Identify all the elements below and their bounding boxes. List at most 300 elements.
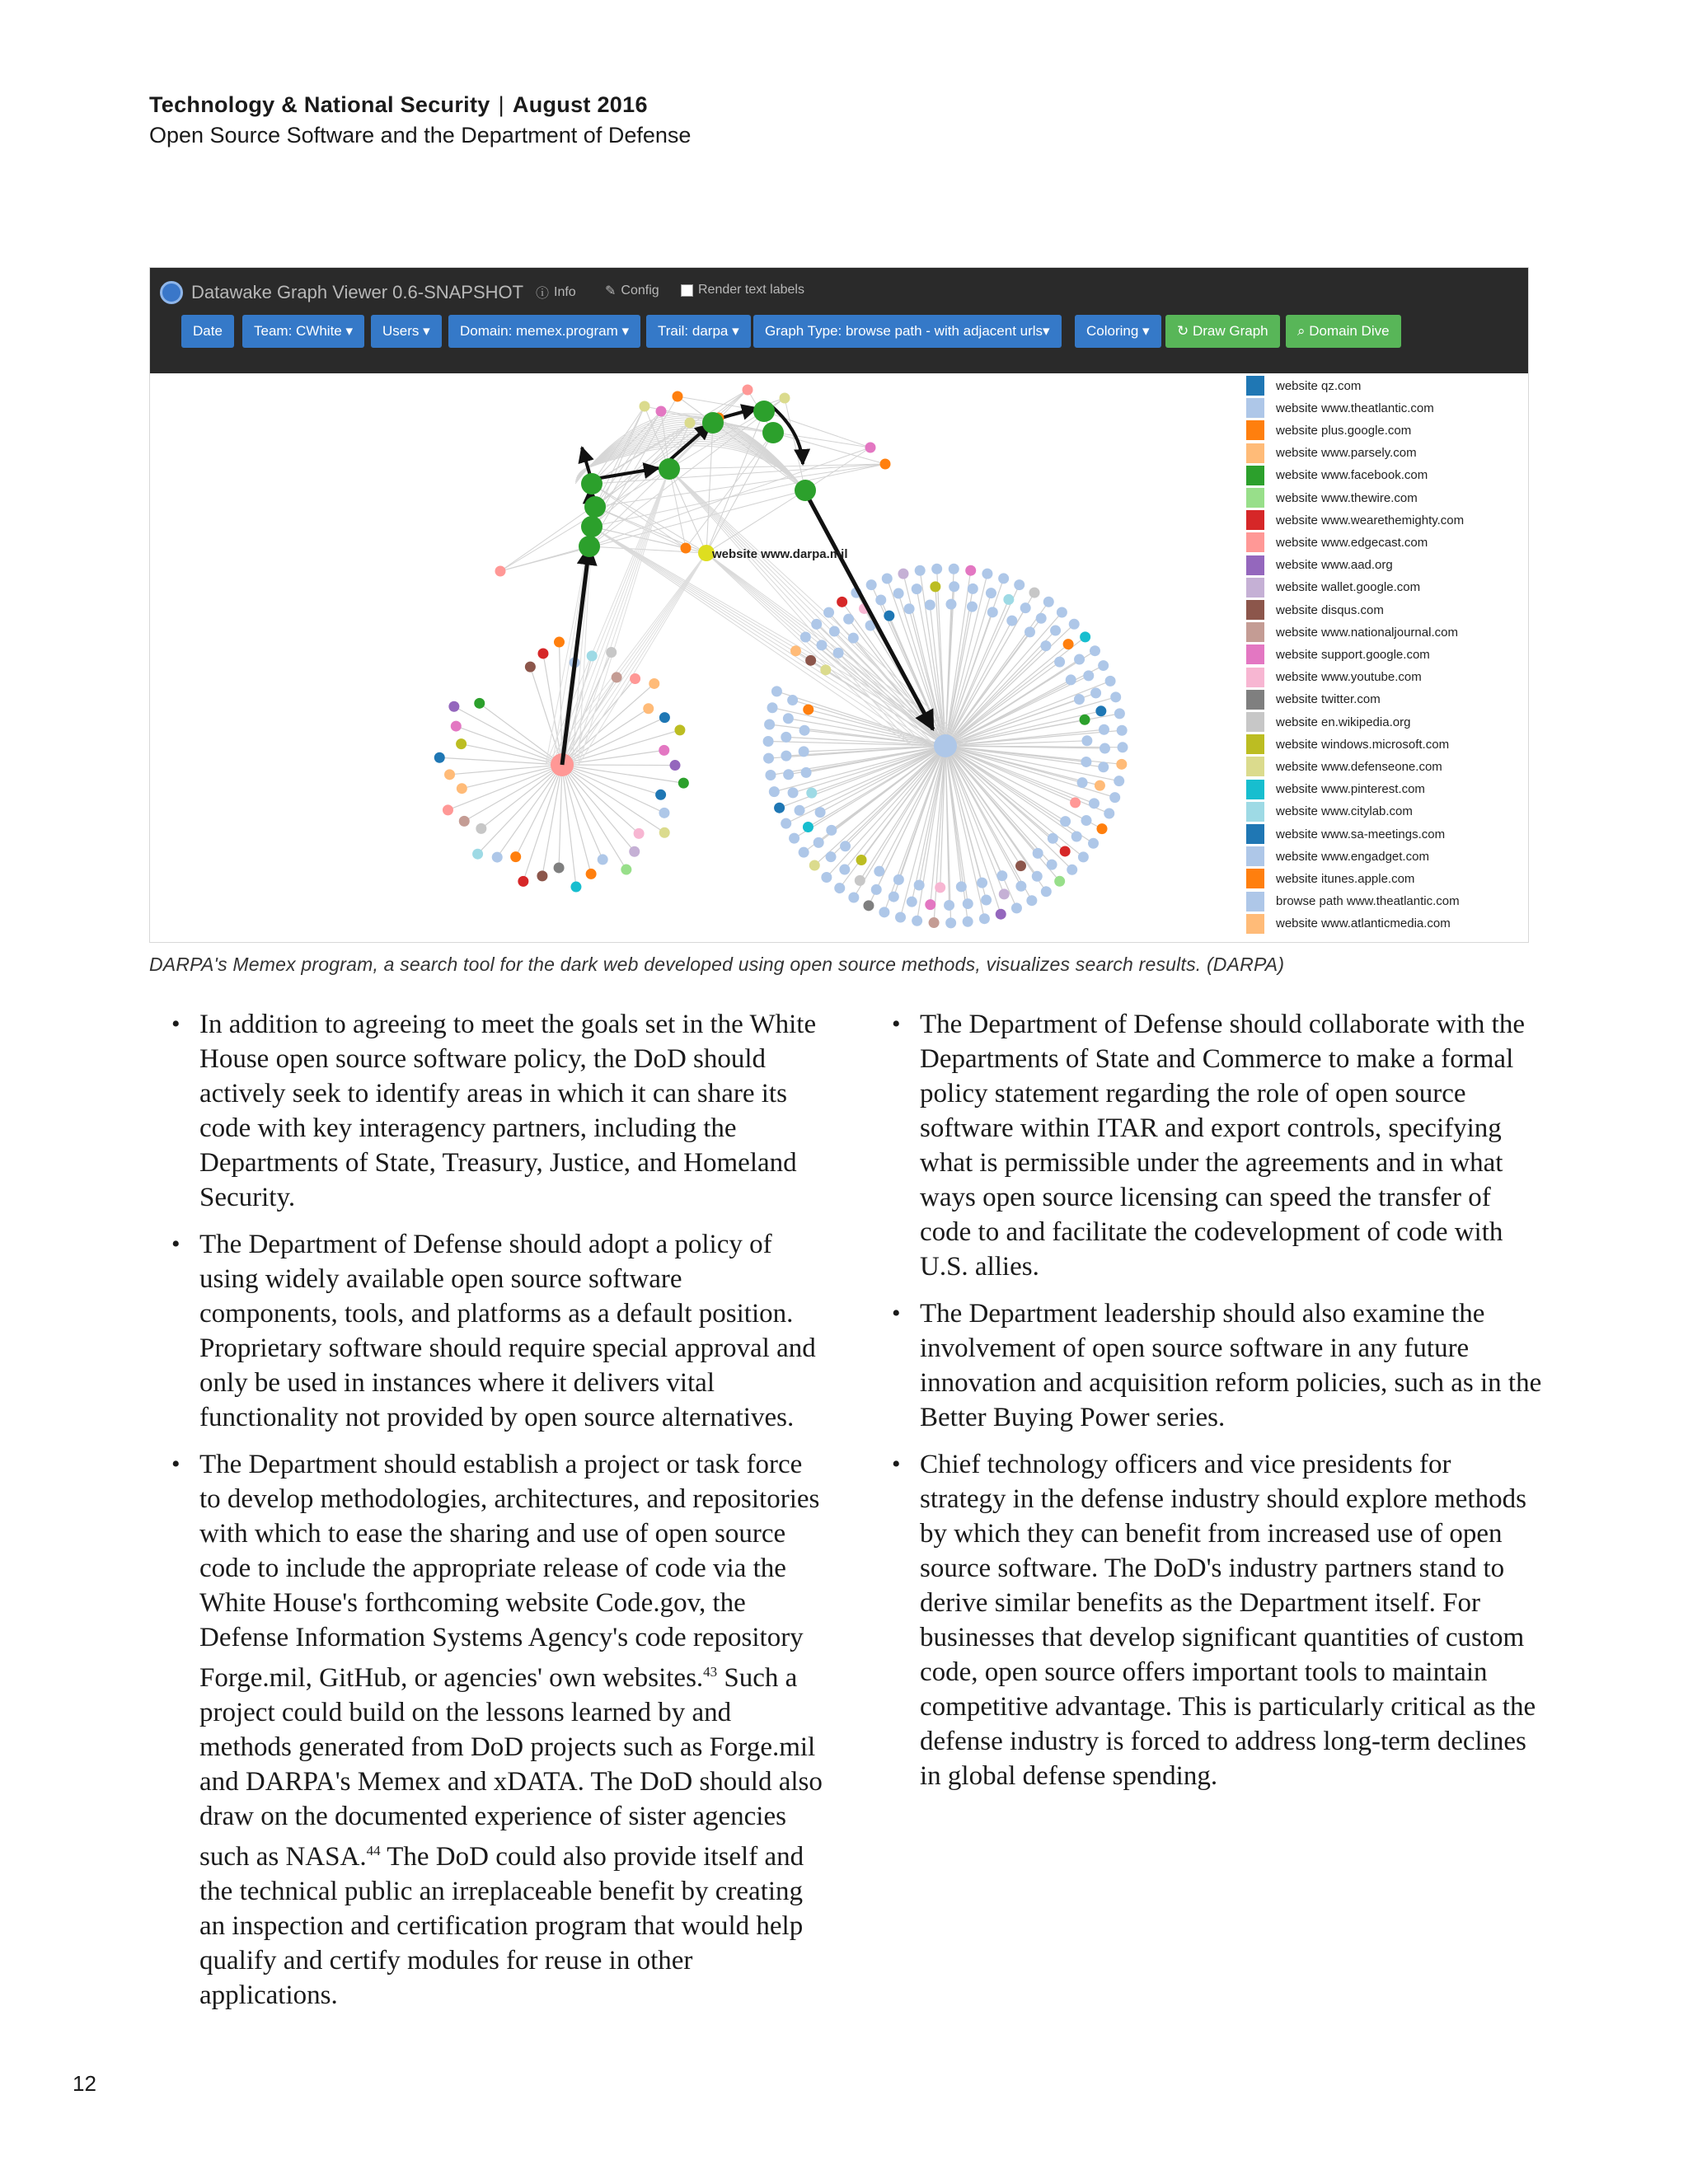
date-button[interactable]: Date [181, 315, 234, 348]
graph-node[interactable] [1063, 639, 1074, 649]
legend-label: website www.parsely.com [1276, 446, 1417, 461]
pencil-icon: ✎ [605, 284, 617, 298]
graph-node[interactable] [893, 874, 904, 885]
path-node[interactable] [579, 536, 600, 557]
graph-node[interactable] [856, 855, 867, 865]
graph-node[interactable] [815, 807, 826, 818]
graph-node[interactable] [1090, 645, 1100, 656]
graph-node[interactable] [882, 573, 893, 583]
graph-node[interactable] [781, 818, 791, 829]
path-node[interactable] [581, 516, 603, 537]
graph-node[interactable] [1069, 619, 1080, 630]
graph-node[interactable] [799, 847, 809, 858]
graph-node[interactable] [769, 786, 780, 797]
graph-node[interactable] [780, 393, 790, 404]
graph-edge [669, 469, 686, 548]
graph-node[interactable] [763, 736, 774, 747]
graph-edge [945, 621, 1012, 746]
graph-node[interactable] [1041, 886, 1052, 897]
hub-node[interactable] [934, 734, 957, 757]
path-node[interactable] [584, 496, 606, 518]
graph-node[interactable] [935, 882, 945, 893]
legend-swatch [1246, 644, 1264, 664]
legend-swatch [1246, 532, 1264, 552]
graph-node[interactable] [865, 443, 876, 453]
graph-node[interactable] [451, 721, 462, 732]
graph-node[interactable] [1040, 640, 1051, 651]
graph-node[interactable] [1080, 715, 1090, 725]
graph-node[interactable] [1114, 776, 1124, 786]
graph-node[interactable] [659, 745, 669, 756]
graph-node[interactable] [806, 788, 817, 799]
info-label: Info [554, 284, 576, 299]
graph-node[interactable] [884, 611, 894, 621]
legend-label: website www.facebook.com [1276, 468, 1428, 483]
path-node[interactable] [753, 401, 775, 422]
graph-node[interactable] [1117, 725, 1128, 736]
legend-swatch [1246, 398, 1264, 418]
legend-item [1246, 823, 1445, 845]
graph-node[interactable] [996, 909, 1006, 920]
graph-node[interactable] [837, 597, 847, 607]
running-header [149, 92, 691, 148]
graph-node[interactable] [763, 753, 774, 764]
users-dropdown[interactable]: Users ▾ [371, 315, 442, 348]
graph-node[interactable] [898, 569, 908, 579]
graph-node[interactable] [554, 862, 565, 873]
graph-node[interactable] [912, 583, 922, 594]
graph-node[interactable] [834, 883, 845, 893]
graph-node[interactable] [799, 746, 809, 757]
graph-node[interactable] [805, 655, 816, 666]
legend-swatch [1246, 510, 1264, 530]
graph-node[interactable] [893, 588, 904, 599]
graph-node[interactable] [929, 917, 940, 928]
graph-node[interactable] [996, 870, 1007, 881]
legend-swatch [1246, 757, 1264, 776]
graph-node[interactable] [866, 579, 877, 590]
graph-node[interactable] [1098, 762, 1109, 772]
graph-node[interactable] [931, 564, 942, 574]
legend-swatch [1246, 376, 1264, 396]
graph-node[interactable] [655, 790, 666, 800]
graph-node[interactable] [630, 673, 640, 684]
graph-node[interactable] [829, 626, 840, 637]
graph-node[interactable] [823, 607, 834, 618]
graph-node[interactable] [875, 595, 886, 606]
graph-node[interactable] [889, 892, 899, 902]
graph-node[interactable] [764, 719, 775, 729]
graph-node[interactable] [1083, 670, 1094, 681]
graph-node[interactable] [587, 650, 598, 661]
path-node[interactable] [659, 458, 680, 480]
graph-node[interactable] [826, 825, 837, 836]
graph-node[interactable] [643, 703, 654, 714]
legend-item [1246, 913, 1451, 935]
graph-node[interactable] [925, 899, 935, 910]
legend-item [1246, 419, 1411, 441]
darpa-node-text: website www.darpa.mil [712, 547, 848, 561]
graph-node[interactable] [1015, 881, 1026, 892]
graph-edge [562, 765, 661, 794]
legend-item [1246, 733, 1449, 755]
graph-node[interactable] [956, 881, 967, 892]
graph-node[interactable] [925, 600, 935, 611]
graph-node[interactable] [998, 573, 1009, 583]
graph-node[interactable] [999, 888, 1010, 899]
graph-node[interactable] [1080, 631, 1090, 642]
app-logo-icon [160, 281, 183, 304]
graph-node[interactable] [1057, 607, 1067, 618]
graph-node[interactable] [767, 702, 778, 713]
graph-node[interactable] [1074, 654, 1085, 665]
legend-swatch [1246, 869, 1264, 888]
legend-item [1246, 846, 1429, 867]
graph-node[interactable] [907, 897, 917, 907]
graph-node[interactable] [1104, 808, 1114, 818]
graph-node[interactable] [1070, 797, 1081, 808]
graph-node[interactable] [843, 614, 854, 625]
legend-swatch [1246, 824, 1264, 844]
graph-node[interactable] [525, 662, 536, 673]
graph-node[interactable] [1095, 705, 1106, 716]
graph-node[interactable] [790, 645, 801, 656]
graph-node[interactable] [914, 880, 925, 891]
legend-label: website www.wearethemighty.com [1276, 513, 1465, 527]
graph-node[interactable] [949, 564, 959, 574]
graph-edge [945, 746, 1115, 798]
graph-node[interactable] [510, 851, 521, 862]
path-node[interactable] [795, 480, 816, 501]
header-separator: | [498, 92, 504, 117]
bullet-marker: • [171, 1010, 181, 1038]
graph-node[interactable] [656, 406, 667, 417]
graph-node[interactable] [1090, 687, 1101, 698]
graph-node[interactable] [674, 724, 685, 735]
graph-node[interactable] [659, 827, 670, 838]
figure-screenshot [149, 267, 1529, 943]
graph-node[interactable] [795, 805, 805, 816]
graph-node[interactable] [634, 828, 645, 839]
graph-node[interactable] [774, 803, 785, 813]
graph-node[interactable] [1054, 876, 1065, 887]
legend-swatch [1246, 780, 1264, 799]
render-labels-toggle[interactable] [681, 283, 804, 298]
coloring-dropdown[interactable]: Coloring ▾ [1075, 315, 1161, 348]
graph-node[interactable] [629, 846, 640, 857]
graph-node[interactable] [673, 391, 683, 402]
graph-edge [706, 553, 959, 746]
graph-node[interactable] [1006, 616, 1017, 626]
graph-node[interactable] [1088, 838, 1099, 849]
graph-node[interactable] [904, 603, 915, 614]
color-legend [1246, 373, 1526, 942]
graph-node[interactable] [1110, 691, 1121, 702]
graph-node[interactable] [801, 767, 812, 778]
graph-node[interactable] [1105, 676, 1116, 687]
graph-node[interactable] [820, 664, 831, 675]
graph-node[interactable] [554, 637, 565, 648]
graph-node[interactable] [1081, 757, 1091, 767]
graph-node[interactable] [1060, 846, 1071, 856]
graph-node[interactable] [492, 852, 503, 863]
graph-node[interactable] [977, 878, 987, 888]
graph-node[interactable] [1054, 657, 1065, 668]
graph-node[interactable] [809, 860, 820, 871]
graph-node[interactable] [765, 770, 776, 780]
graph-node[interactable] [1114, 708, 1125, 719]
legend-label: website twitter.com [1276, 692, 1381, 707]
graph-node[interactable] [874, 866, 884, 877]
graph-node[interactable] [1089, 798, 1100, 808]
graph-node[interactable] [606, 647, 617, 658]
graph-node[interactable] [1078, 851, 1089, 862]
graph-node[interactable] [944, 900, 954, 911]
graph-node[interactable] [771, 686, 782, 696]
graph-node[interactable] [685, 418, 696, 429]
graph-node[interactable] [783, 713, 794, 724]
graph-node[interactable] [678, 778, 689, 789]
path-node[interactable] [581, 473, 603, 494]
graph-edge [832, 746, 945, 830]
graph-node[interactable] [1026, 895, 1037, 906]
graph-node[interactable] [821, 872, 832, 883]
graph-node[interactable] [814, 837, 824, 848]
graph-node[interactable] [495, 566, 506, 577]
graph-node[interactable] [945, 599, 956, 610]
graph-node[interactable] [895, 912, 906, 922]
graph-node[interactable] [457, 783, 467, 794]
graph-node[interactable] [1117, 742, 1128, 752]
graph-node[interactable] [472, 849, 483, 860]
graph-node[interactable] [1003, 594, 1014, 605]
graph-node[interactable] [800, 631, 811, 642]
graph-node[interactable] [659, 712, 670, 723]
graph-node[interactable] [476, 823, 486, 834]
graph-node[interactable] [1109, 792, 1120, 803]
legend-label: website support.google.com [1276, 647, 1430, 662]
graph-node[interactable] [871, 884, 882, 895]
graph-node[interactable] [1050, 625, 1061, 635]
legend-item [1246, 868, 1414, 889]
graph-node[interactable] [833, 648, 844, 658]
graph-node[interactable] [537, 648, 548, 658]
graph-edge [562, 765, 683, 783]
footnote-ref[interactable]: 44 [366, 1843, 381, 1858]
legend-label: website qz.com [1276, 378, 1362, 393]
graph-edge [945, 746, 1083, 857]
graph-node[interactable] [1095, 780, 1105, 791]
graph-node[interactable] [1071, 832, 1082, 842]
graph-node[interactable] [1067, 865, 1077, 875]
graph-node[interactable] [848, 893, 859, 903]
graph-node[interactable] [1033, 848, 1043, 859]
graph-node[interactable] [1077, 777, 1088, 788]
draw-graph-button[interactable] [1165, 315, 1280, 348]
graph-node[interactable] [1066, 674, 1076, 685]
info-icon: ⓘ [536, 287, 550, 301]
search-icon: ⌕ [1297, 323, 1310, 339]
footnote-ref[interactable]: 43 [703, 1664, 718, 1680]
graph-node[interactable] [855, 875, 865, 886]
graph-node[interactable] [803, 704, 814, 715]
graph-node[interactable] [1015, 860, 1026, 871]
legend-item [1246, 555, 1393, 576]
legend-label: website en.wikipedia.org [1276, 715, 1411, 729]
graph-node[interactable] [456, 738, 467, 749]
graph-node[interactable] [586, 869, 597, 879]
graph-node[interactable] [570, 882, 581, 893]
graph-node[interactable] [640, 401, 650, 412]
graph-node[interactable] [986, 588, 996, 598]
graph-node[interactable] [839, 865, 850, 875]
graph-edge [478, 765, 562, 854]
graph-node[interactable] [863, 900, 874, 911]
graph-node[interactable] [1025, 626, 1035, 637]
legend-label: website wallet.google.com [1276, 580, 1421, 595]
graph-node[interactable] [1043, 597, 1054, 607]
config-link[interactable] [605, 283, 659, 299]
graph-node[interactable] [816, 640, 827, 650]
legend-label: website www.pinterest.com [1276, 782, 1425, 797]
trail-dropdown[interactable]: Trail: darpa ▾ [646, 315, 751, 348]
render-labels-checkbox[interactable] [681, 284, 693, 297]
graph-node[interactable] [879, 907, 889, 917]
graph-node[interactable] [930, 581, 940, 592]
graph-node[interactable] [979, 913, 990, 924]
graph-edge [562, 765, 635, 851]
graph-node[interactable] [963, 916, 973, 927]
legend-item [1246, 644, 1430, 665]
graph-node[interactable] [963, 898, 973, 909]
path-node[interactable] [762, 422, 784, 443]
graph-edge [772, 708, 945, 746]
graph-node[interactable] [1081, 735, 1092, 746]
graph-node[interactable] [681, 543, 692, 554]
graph-node[interactable] [949, 581, 959, 592]
graph-node[interactable] [880, 459, 891, 470]
graph-node[interactable] [803, 822, 814, 832]
graph-node[interactable] [982, 569, 992, 579]
graph-node[interactable] [1100, 743, 1110, 754]
graph-node[interactable] [1032, 871, 1043, 882]
graph-node[interactable] [987, 607, 998, 617]
graph-node[interactable] [1047, 860, 1057, 870]
graph-edge [562, 765, 626, 869]
legend-label: website www.citylab.com [1276, 804, 1413, 819]
graph-node[interactable] [1116, 759, 1127, 770]
graph-node[interactable] [1098, 660, 1109, 671]
graph-node[interactable] [1036, 613, 1047, 624]
legend-item [1246, 532, 1428, 553]
graph-node[interactable] [965, 565, 976, 576]
graph-node[interactable] [518, 876, 528, 887]
path-node[interactable] [702, 412, 724, 434]
left-column [171, 1007, 823, 2025]
team-dropdown[interactable]: Team: CWhite ▾ [242, 315, 364, 348]
graph-node[interactable] [840, 841, 851, 851]
app-toolbar [150, 268, 1528, 373]
graph-node[interactable] [826, 851, 837, 862]
legend-label: website www.nationaljournal.com [1276, 625, 1458, 640]
recommendation-text: The Department should establish a project or task force to develop methodologies, architectures, and repositories with which to ease the sharing and use of open source code to include the appropriate release of code via the White House's forthcoming website Code.gov, the Defense Information Systems Agency's code repository Forge.mil, GitHub, or agencies' own websites. [199, 1450, 820, 1693]
graph-node[interactable] [443, 804, 453, 815]
legend-item [1246, 667, 1422, 688]
draw-icon: ↻ [1177, 323, 1193, 339]
graph-node[interactable] [789, 833, 799, 844]
graph-node[interactable] [1081, 815, 1092, 826]
graph-node[interactable] [799, 725, 810, 736]
graph-node[interactable] [459, 816, 470, 827]
graph-node[interactable] [612, 672, 622, 682]
legend-swatch [1246, 712, 1264, 732]
graph-node[interactable] [434, 752, 445, 763]
info-link[interactable] [536, 283, 576, 302]
legend-item [1246, 509, 1464, 531]
graph-node[interactable] [1074, 694, 1085, 705]
graph-node[interactable] [967, 602, 978, 612]
graph-node[interactable] [1060, 816, 1071, 827]
graph-edge [706, 553, 912, 746]
graph-node[interactable] [981, 895, 992, 906]
legend-swatch [1246, 668, 1264, 687]
graph-node[interactable] [659, 808, 669, 818]
graph-node[interactable] [783, 769, 794, 780]
recommendation-item [892, 1007, 1543, 1284]
domain-dropdown[interactable]: Domain: memex.program ▾ [448, 315, 640, 348]
legend-swatch [1246, 488, 1264, 508]
recommendation-text: In addition to agreeing to meet the goals set in the White House open source software policy, the DoD should actively seek to identify areas in which it can share its code with key interagency partners, including the Departments of State, Treasury, Justice, and Homeland Security. [199, 1010, 817, 1212]
legend-label: website itunes.apple.com [1276, 871, 1415, 886]
graph-node[interactable] [669, 760, 680, 771]
graph-node[interactable] [788, 787, 799, 798]
graph-node[interactable] [811, 619, 822, 630]
legend-item [1246, 756, 1442, 777]
graph-node[interactable] [537, 870, 547, 881]
graph-node[interactable] [598, 854, 608, 865]
domain-dive-button[interactable] [1286, 315, 1401, 348]
graph-type-dropdown[interactable]: Graph Type: browse path - with adjacent urls▾ [753, 315, 1062, 348]
legend-swatch [1246, 443, 1264, 463]
graph-node[interactable] [781, 751, 791, 762]
graph-node[interactable] [912, 916, 922, 926]
graph-node[interactable] [915, 565, 926, 576]
graph-node[interactable] [1014, 579, 1025, 590]
graph-node[interactable] [1099, 724, 1109, 735]
graph-node[interactable] [848, 633, 859, 644]
graph-node[interactable] [945, 917, 956, 928]
graph-node[interactable] [1020, 602, 1031, 613]
app-title-area [160, 279, 523, 306]
header-subtitle: Open Source Software and the Department of Defense [149, 123, 692, 148]
graph-node[interactable] [649, 678, 659, 689]
graph-node[interactable] [1097, 823, 1108, 834]
graph-node[interactable] [1011, 902, 1022, 913]
graph-node[interactable] [474, 698, 485, 709]
graph-node[interactable] [621, 865, 631, 875]
graph-node[interactable] [743, 385, 753, 396]
graph-node[interactable] [1048, 833, 1058, 844]
graph-node[interactable] [1029, 588, 1039, 598]
figure-caption: DARPA's Memex program, a search tool for the dark web developed using open source methods, visualizes search results. (DARPA) [149, 954, 1285, 975]
graph-node[interactable] [781, 732, 791, 743]
recommendation-text: Such a project could build on the lessons learned by and methods generated from DoD projects such as Forge.mil and DARPA's Memex and xDATA. The DoD should also draw on the documented experience of sister agencies such as NASA. [199, 1663, 823, 1872]
graph-node[interactable] [444, 769, 455, 780]
legend-swatch [1246, 466, 1264, 485]
graph-node[interactable] [787, 695, 798, 705]
graph-node[interactable] [968, 583, 978, 594]
graph-node[interactable] [448, 701, 459, 712]
